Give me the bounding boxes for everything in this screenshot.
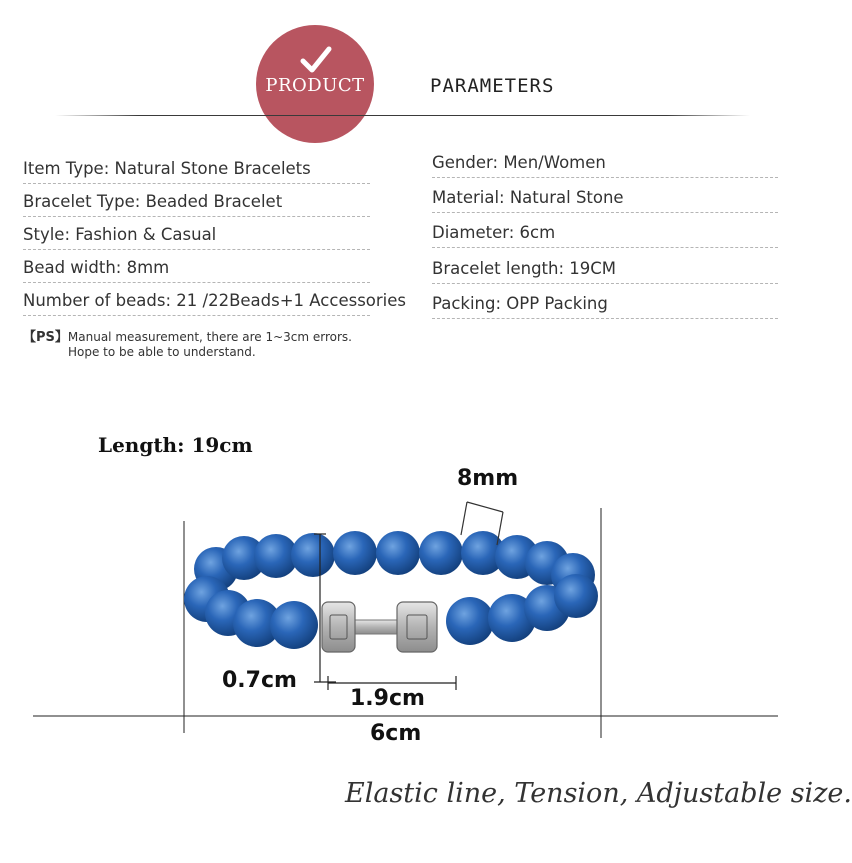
diameter-label: 6cm xyxy=(370,721,422,746)
length-label: Length: 19cm xyxy=(98,433,253,457)
bead-size-label: 8mm xyxy=(457,466,519,491)
spec-item-type: Item Type: Natural Stone Bracelets xyxy=(23,158,370,180)
spec-style: Style: Fashion & Casual xyxy=(23,224,370,246)
page-title: PARAMETERS xyxy=(430,75,555,97)
badge-label: PRODUCT xyxy=(265,75,365,96)
dumbbell-charm xyxy=(322,602,437,652)
spec-bead-width: Bead width: 8mm xyxy=(23,257,370,279)
spec-gender: Gender: Men/Women xyxy=(432,152,778,174)
charm-height-label: 0.7cm xyxy=(222,668,297,693)
spec-material: Material: Natural Stone xyxy=(432,187,778,209)
note-line-2: Hope to be able to understand. xyxy=(68,345,256,359)
note-line-1: Manual measurement, there are 1~3cm errors. xyxy=(67,330,352,344)
spec-diameter: Diameter: 6cm xyxy=(432,222,778,244)
spec-bracelet-type: Bracelet Type: Beaded Bracelet xyxy=(23,191,370,213)
spec-packing: Packing: OPP Packing xyxy=(432,293,778,315)
spec-number-of-beads: Number of beads: 21 /22Beads+1 Accessories xyxy=(23,291,406,310)
charm-width-label: 1.9cm xyxy=(350,686,425,711)
note-mark: 【PS】 xyxy=(23,330,68,345)
spec-bracelet-length: Bracelet length: 19CM xyxy=(432,258,778,280)
bead-size-bracket xyxy=(461,502,467,535)
tagline: Elastic line, Tension, Adjustable size. xyxy=(345,778,852,809)
